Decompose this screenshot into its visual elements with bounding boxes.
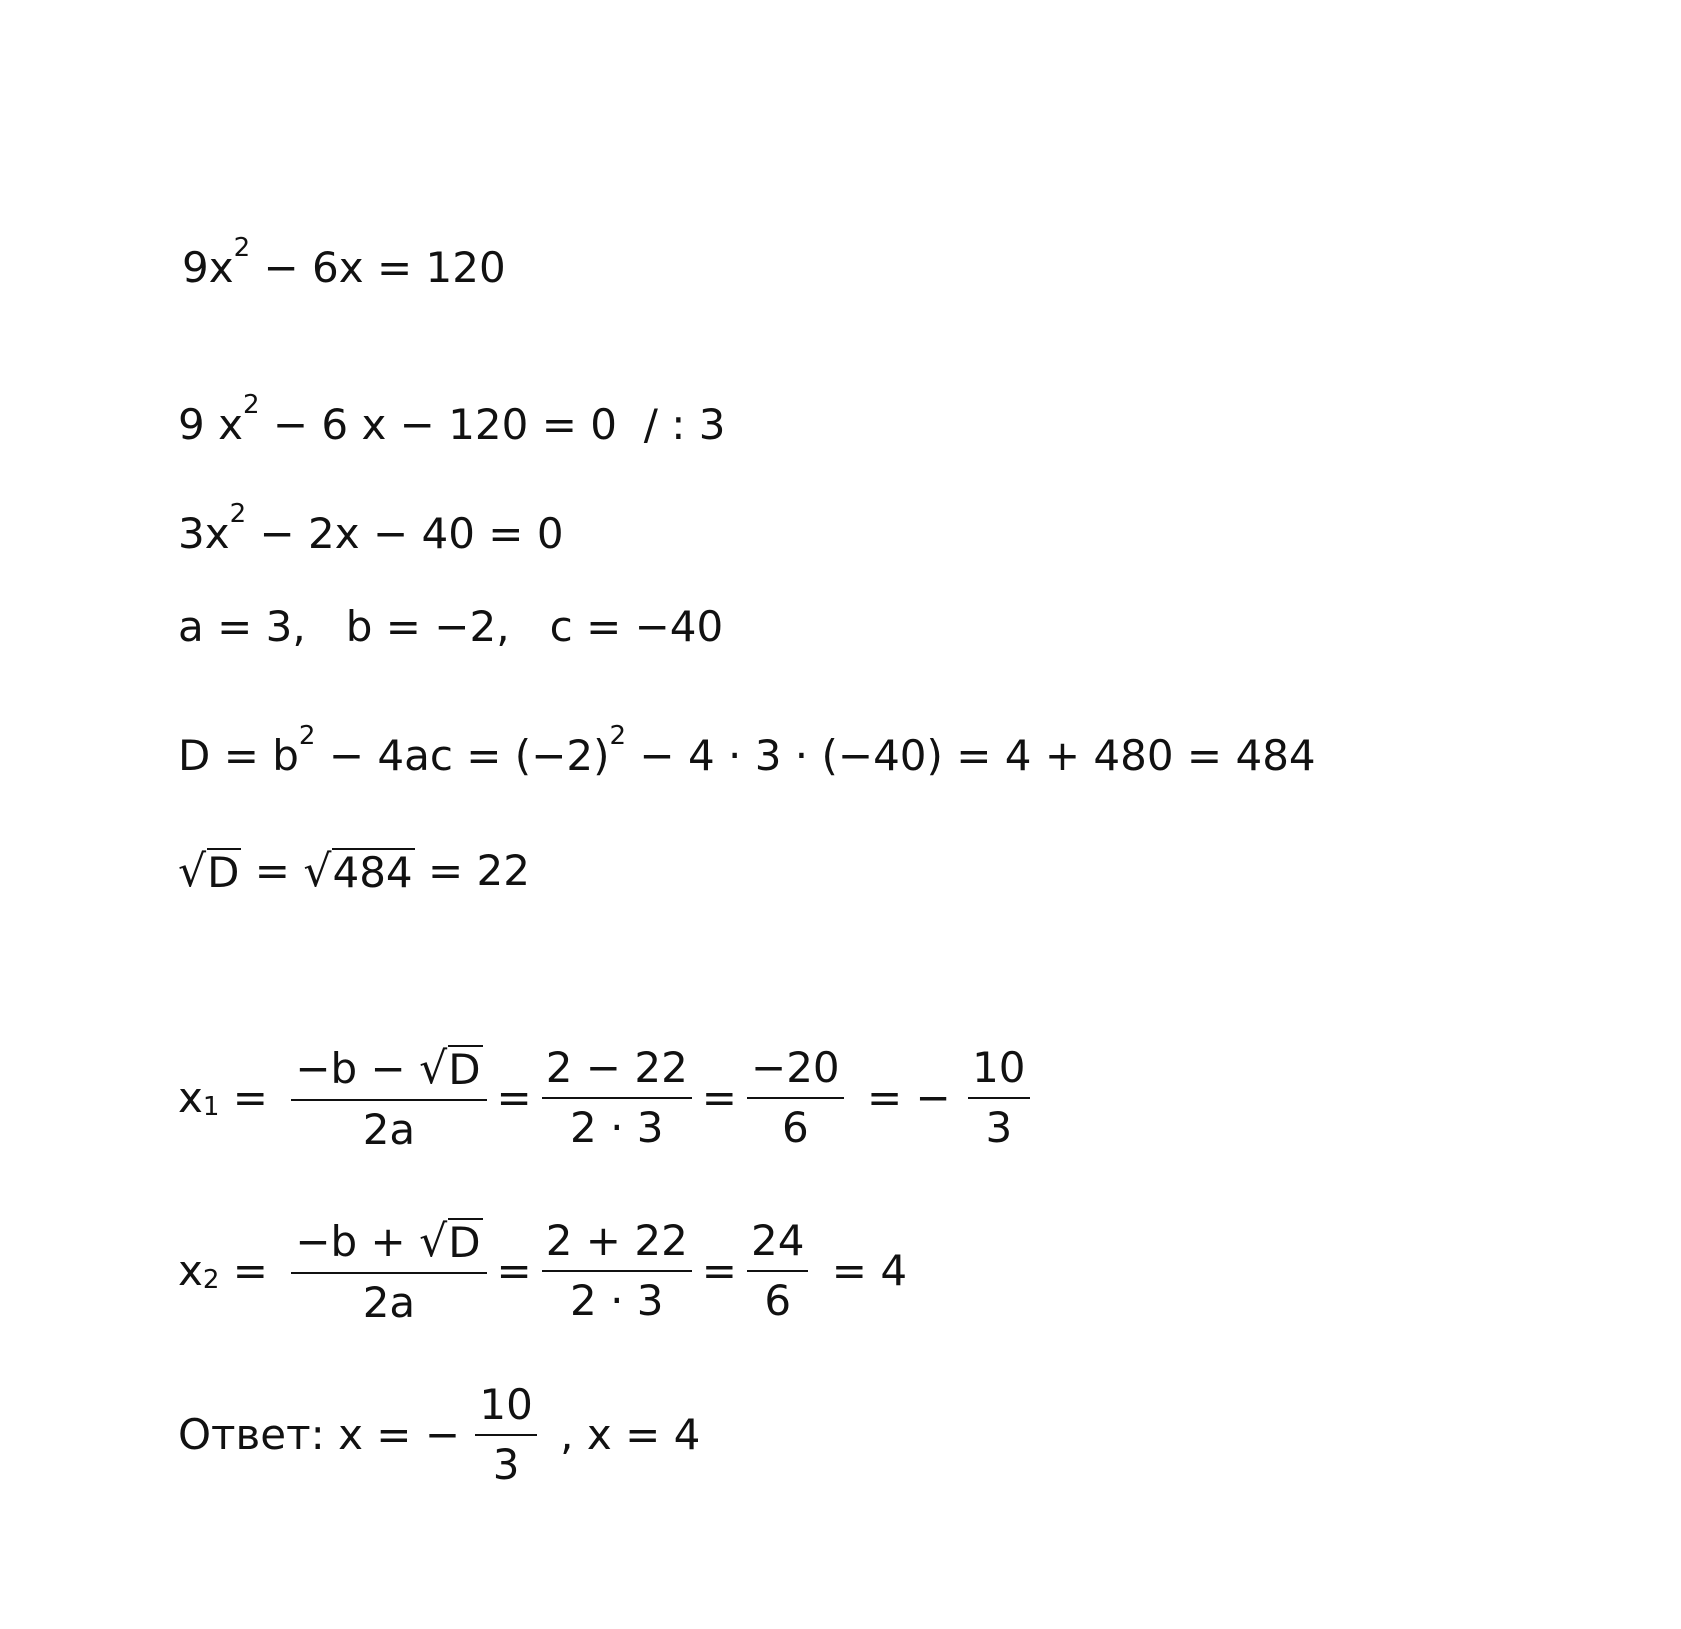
radical-sign-icon: √ (419, 1215, 448, 1267)
disc-part-2: − 4ac = (−2) (315, 731, 610, 780)
x2-sqrt-d (419, 1215, 482, 1267)
x1-frac-result-num: 10 (968, 1047, 1029, 1099)
x1-sqrt-arg: D (448, 1045, 481, 1094)
disc-part-3: − 4 · 3 · (−40) = 4 + 480 = 484 (626, 731, 1316, 780)
x2-frac-subst (542, 1216, 692, 1325)
x2-sqrt-arg: D (448, 1218, 481, 1267)
disc-part-1: D = b (178, 731, 299, 780)
x1-neg: = − (853, 1073, 965, 1122)
x2-frac-simplified-num: 24 (747, 1220, 808, 1272)
x2-result: = 4 (818, 1246, 908, 1295)
eq2-term-a: 9 x (178, 400, 243, 449)
x2-frac-simplified (747, 1216, 808, 1325)
equation-rearranged: 9 x $^2$ − 6 x − 120 = 0 / : 3 (178, 390, 726, 449)
x2-eq-2: = (496, 1246, 532, 1295)
x1-num-pre: −b − (295, 1043, 420, 1093)
sqrt-eq: = (241, 846, 304, 895)
eq3-term-a: 3x (178, 509, 230, 558)
equation-simplified: 3x $^2$ − 2x − 40 = 0 (178, 499, 564, 558)
x1-frac-formula-den: 2a (362, 1105, 416, 1154)
x1-frac-subst-den: 2 · 3 (570, 1103, 664, 1152)
eq2-term-b: − 6 x − 120 = 0 / : 3 (259, 400, 726, 449)
sqrt-d (178, 845, 241, 897)
x1-frac-result-den: 3 (985, 1103, 1013, 1152)
x1-eq-3: = (701, 1073, 737, 1122)
x2-frac-formula-den: 2a (362, 1278, 416, 1327)
x2-eq: = (219, 1246, 282, 1295)
x1-frac-subst-num: 2 − 22 (542, 1047, 692, 1099)
discriminant-root (178, 845, 530, 897)
coefficients (178, 602, 724, 651)
x1-frac-formula (291, 1042, 486, 1154)
x2-frac-formula (291, 1215, 486, 1327)
answer-label: Ответ: x = − (178, 1410, 474, 1459)
coefficients-text: a = 3, b = −2, c = −40 (178, 602, 724, 651)
discriminant: D = b $^2$ − 4ac = (−2) $^2$ − 4 · 3 · (−40) = 4 + 480 = 484 (178, 721, 1316, 780)
x1-frac-simplified-den: 6 (781, 1103, 809, 1152)
x2-frac-subst-num: 2 + 22 (542, 1220, 692, 1272)
answer-frac-den: 3 (492, 1440, 520, 1489)
radical-sign-icon: √ (303, 845, 332, 897)
sqrt-484-arg: 484 (332, 848, 413, 897)
answer (178, 1380, 701, 1489)
x1-eq: = (219, 1073, 282, 1122)
x1-frac-result (968, 1043, 1029, 1152)
x2-frac-subst-den: 2 · 3 (570, 1276, 664, 1325)
answer-frac-num: 10 (475, 1384, 536, 1436)
eq1-term-b: − 6x = 120 (250, 243, 506, 292)
equation-original: 9x $^2$ − 6x = 120 (182, 233, 506, 292)
x2-frac-simplified-den: 6 (764, 1276, 792, 1325)
x2-eq-3: = (701, 1246, 737, 1295)
root-x2: x $_2$ = −b + √ D 2a = $\frac{2 + 22}{2 \cdot 3}$ = $\frac{24}{6}$ = 4 (178, 1215, 908, 1327)
x1-sqrt-d (419, 1042, 482, 1094)
x1-frac-simplified-num: −20 (747, 1047, 844, 1099)
x2-num-pre: −b + (295, 1216, 420, 1266)
x2-var: x (178, 1246, 203, 1295)
x2-frac-formula-num (291, 1215, 486, 1274)
answer-tail: , x = 4 (546, 1410, 701, 1459)
x1-var: x (178, 1073, 203, 1122)
answer-frac (475, 1380, 536, 1489)
x1-frac-subst (542, 1043, 692, 1152)
x1-eq-2: = (496, 1073, 532, 1122)
sqrt-result: = 22 (414, 846, 530, 895)
root-x1: x $_1$ = −b − √ D 2a = $\frac{2 - 22}{2 \cdot 3}$ = $\frac{-20}{6}$ = − $\frac{10}{3}$ (178, 1045, 1040, 1151)
sqrt-484 (303, 845, 414, 897)
radical-sign-icon: √ (178, 845, 207, 897)
eq1-term-a: 9x (182, 243, 234, 292)
x1-frac-formula-num (291, 1042, 486, 1101)
eq3-term-b: − 2x − 40 = 0 (246, 509, 564, 558)
radical-sign-icon: √ (419, 1042, 448, 1094)
sqrt-d-arg: D (207, 848, 240, 897)
x1-frac-simplified (747, 1043, 844, 1152)
